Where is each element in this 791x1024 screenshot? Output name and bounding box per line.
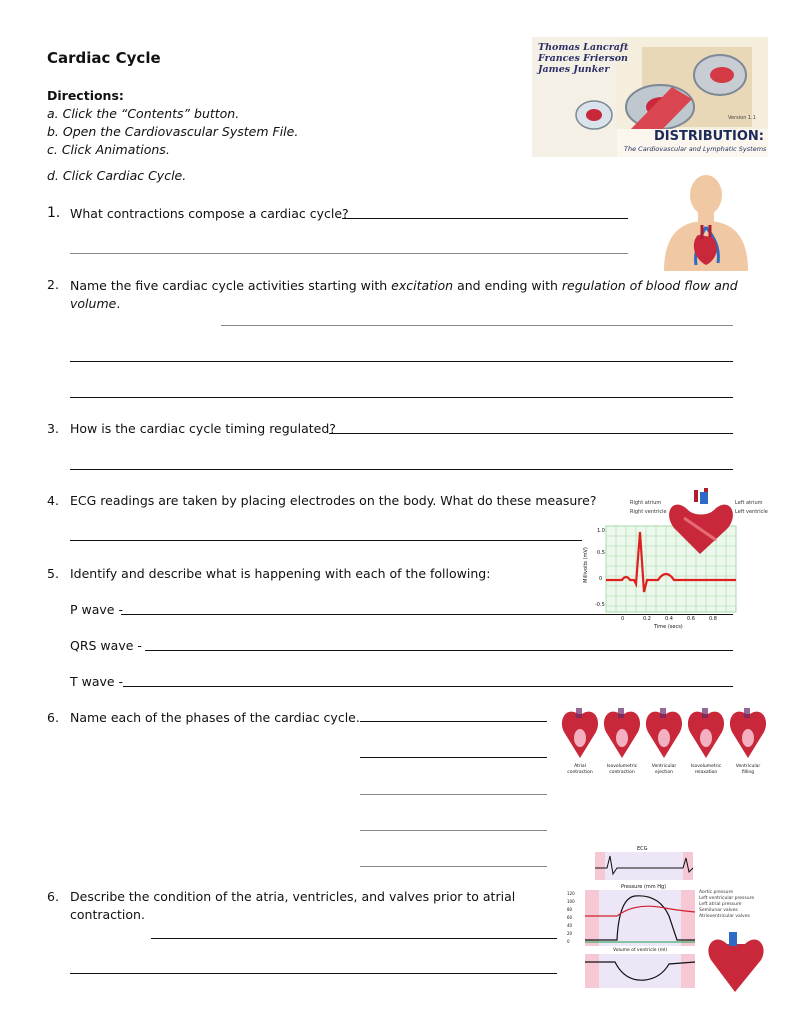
pressure-fig-yticks: 120 100 80 60 40 20 0 — [567, 891, 575, 944]
phase-label-1: Atrial contraction — [567, 764, 593, 775]
q2-text: Name the five cardiac cycle activities starting with excitation and ending with regulation of blood flow and volume. — [70, 278, 738, 311]
ecg-xtick-5: 0.8 — [709, 616, 717, 622]
q5-number: 5. — [47, 566, 59, 581]
legend-av: Atrioventricular valves — [699, 914, 750, 919]
direction-step-b: b. Open the Cardiovascular System File. — [47, 124, 299, 139]
ecg-xtick-3: 0.4 — [665, 616, 673, 622]
q2-answer-line-3[interactable] — [70, 397, 733, 398]
ecg-ytick-4: -0.5 — [595, 602, 605, 608]
q6a-text: Name each of the phases of the cardiac cycle. — [70, 710, 360, 725]
q6a-number: 6. — [47, 710, 59, 725]
directions-heading: Directions: — [47, 88, 124, 103]
direction-step-a: a. Click the “Contents” button. — [47, 106, 240, 121]
q6b-answer-line-2[interactable] — [70, 973, 557, 974]
legend-aortic: Aortic pressure — [699, 890, 733, 895]
q2-answer-line-1[interactable] — [221, 325, 733, 326]
ecg-xlabel: Time (secs) — [654, 624, 683, 630]
ecg-ytick-1: 1.0 — [597, 528, 605, 534]
direction-step-c: c. Click Animations. — [47, 142, 170, 157]
ecg-xtick-4: 0.6 — [687, 616, 695, 622]
legend-lv: Left ventricular pressure — [699, 896, 755, 901]
ecg-xtick-1: 0 — [621, 616, 625, 622]
qrs-wave-answer-line[interactable] — [145, 650, 733, 651]
q5-text: Identify and describe what is happening with each of the following: — [70, 566, 491, 581]
cover-heading: DISTRIBUTION: — [654, 129, 765, 144]
pressure-fig-volume-label: Volume of ventricle (ml) — [613, 948, 668, 953]
ecg-label-right-ventricle: Right ventricle — [630, 509, 667, 515]
ecg-label-left-atrium: Left atrium — [735, 500, 763, 506]
q3-answer-line-1[interactable] — [329, 433, 733, 434]
phase-label-5: Ventricular filling — [735, 764, 761, 775]
torso-heart-image — [660, 175, 752, 271]
phase-answer-line-5[interactable] — [360, 866, 547, 867]
q4-answer-line[interactable] — [70, 540, 582, 541]
qrs-wave-label: QRS wave - — [70, 638, 142, 653]
ecg-label-right-atrium: Right atrium — [630, 500, 662, 506]
page-title: Cardiac Cycle — [47, 49, 161, 67]
q3-answer-line-2[interactable] — [70, 469, 733, 470]
legend-la: Left atrial pressure — [699, 902, 742, 907]
phase-answer-line-3[interactable] — [360, 794, 547, 795]
ecg-ytick-3: 0 — [599, 576, 603, 582]
q6b-text-line-2: contraction. — [70, 907, 145, 922]
q4-text: ECG readings are taken by placing electrodes on the body. What do these measure? — [70, 493, 597, 508]
q1-number: 1. — [47, 205, 61, 221]
q2-answer-line-2[interactable] — [70, 361, 733, 362]
cover-author-2: Frances Frierson — [538, 53, 628, 64]
q1-answer-line-2[interactable] — [70, 253, 628, 254]
t-wave-answer-line[interactable] — [123, 686, 733, 687]
ecg-ylabel: Millivolts (mV) — [582, 547, 589, 583]
phase-answer-line-1[interactable] — [360, 721, 547, 722]
q6b-text-line-1: Describe the condition of the atria, ventricles, and valves prior to atrial — [70, 889, 516, 904]
software-cover-image — [532, 37, 768, 157]
t-wave-label: T wave - — [70, 674, 124, 689]
q1-answer-line-1[interactable] — [342, 218, 628, 219]
p-wave-label: P wave - — [70, 602, 123, 617]
p-wave-answer-line[interactable] — [121, 614, 733, 615]
ecg-heart-figure — [582, 488, 774, 634]
legend-semilunar: Semilunar valves — [699, 908, 738, 913]
cover-version: Version 1.1 — [728, 115, 756, 121]
phase-label-2: Isovolumetric contraction — [606, 764, 638, 775]
phase-answer-line-2[interactable] — [360, 757, 547, 758]
pressure-volume-figure — [565, 846, 775, 996]
phase-label-3: Ventricular ejection — [651, 764, 677, 775]
q6b-number: 6. — [47, 889, 59, 904]
cardiac-phases-figure — [558, 706, 770, 786]
q6b-answer-line-1[interactable] — [151, 938, 557, 939]
phase-answer-line-4[interactable] — [360, 830, 547, 831]
ecg-label-left-ventricle: Left ventricle — [735, 509, 768, 515]
pressure-fig-pressure-label: Pressure (mm Hg) — [621, 884, 667, 890]
pressure-fig-legend — [699, 890, 775, 920]
pressure-fig-ecg-label: ECG — [637, 846, 648, 852]
q4-number: 4. — [47, 493, 59, 508]
q2-number: 2. — [47, 277, 59, 292]
cover-author-3: James Junker — [538, 64, 610, 75]
q3-number: 3. — [47, 421, 59, 436]
ecg-xtick-2: 0.2 — [643, 616, 651, 622]
q1-text: What contractions compose a cardiac cycle? — [70, 206, 349, 221]
phase-label-4: Isovolumetric relaxation — [690, 764, 722, 775]
q3-text: How is the cardiac cycle timing regulated? — [70, 421, 336, 436]
ecg-ytick-2: 0.5 — [597, 550, 605, 556]
cover-subheading: The Cardiovascular and Lymphatic Systems — [624, 145, 767, 153]
direction-step-d: d. Click Cardiac Cycle. — [47, 168, 187, 183]
cover-author-1: Thomas Lancraft — [538, 42, 629, 53]
